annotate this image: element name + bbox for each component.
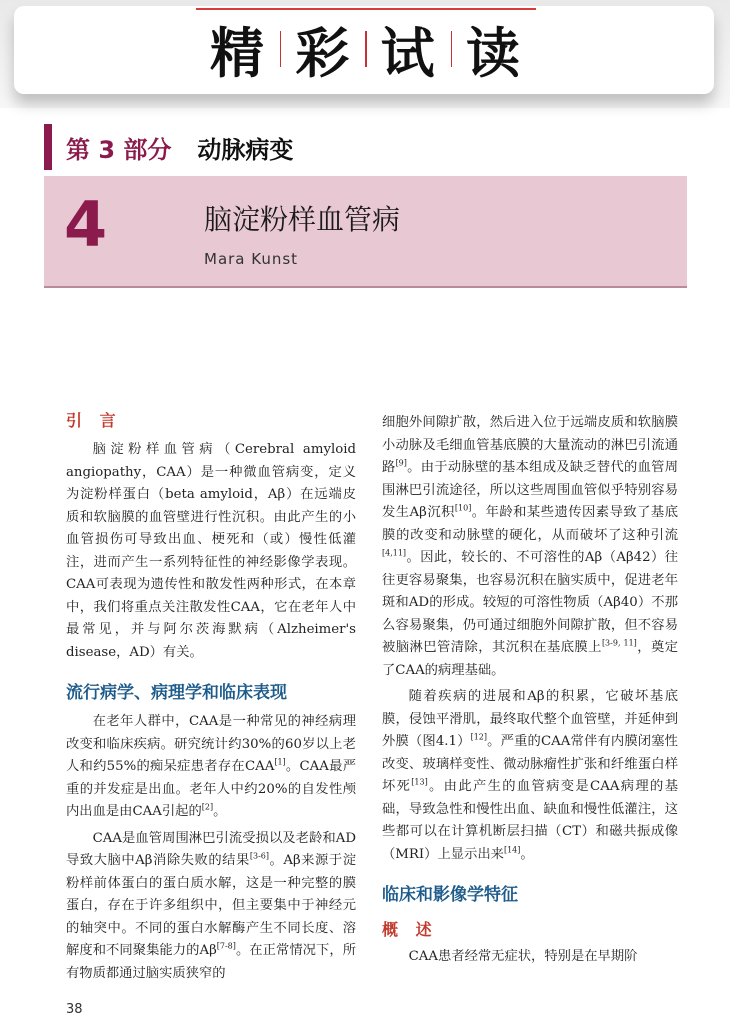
progression-paragraph — [382, 686, 678, 866]
part-marker — [44, 124, 52, 170]
part-header — [44, 124, 293, 170]
text-segment: 。严重的CAA常伴有内膜闭塞性改变、玻璃样变性、微动脉瘤性扩张和纤维蛋白样坏死 — [382, 734, 678, 794]
banner-char-2: 彩 — [295, 21, 352, 85]
banner-char-4: 读 — [465, 21, 522, 85]
citation: [7-8] — [216, 941, 236, 951]
continued-paragraph — [382, 412, 678, 682]
citation: [2] — [201, 802, 214, 812]
left-column — [66, 408, 356, 985]
intro-paragraph: 脑淀粉样血管病（Cerebral amyloid angiopathy，CAA）是一种微血管病变，定义为淀粉样蛋白（beta amyloid，Aβ）在远端皮质和软脑膜的血管壁进行性沉积。由此产生的小血管损伤可导致出血、梗死和（或）慢性低灌注，进而产生一系列特征性的神经影像学表现。CAA可表现为遗传性和散发性两种形式，在本章中，我们将重点关注散发性CAA，它在老年人中最常见，并与阿尔茨海默病（Alzheimer's disease，AD）有关。 — [66, 442, 356, 660]
part-number: 第 3 部分 — [66, 135, 172, 164]
epidemiology-paragraph-2 — [66, 828, 356, 986]
epidemiology-paragraph-1 — [66, 711, 356, 824]
text-segment: 。 — [213, 804, 227, 819]
text-segment: 在老年人群中，CAA是一种常见的神经病理改变和临床疾病。研究统计约30%的60岁以上老人和约55%的痴呆症患者存在CAA — [66, 714, 356, 774]
citation: [9] — [395, 458, 407, 468]
clinical-imaging-heading: 临床和影像学特征 — [382, 885, 518, 905]
text-segment: 。由于动脉壁的基本组成及缺乏替代的血管周围淋巴引流途径，所以这些周围血管似乎特别容易发生Aβ沉积 — [382, 460, 679, 520]
citation: [12] — [470, 732, 487, 742]
text-segment: 。由此产生的血管病变是CAA病理的基础，导致急性和慢性出血、缺血和慢性低灌注，这些都可以在计算机断层扫描（CT）和磁共振成像（MRI）上显示出来 — [382, 779, 678, 862]
citation: [3-6] — [249, 851, 269, 861]
citation: [10] — [454, 503, 472, 513]
citation: [3-9, 11] — [601, 638, 637, 648]
citation: [14] — [503, 845, 521, 855]
text-segment: 。年龄和某些遗传因素导致了基底膜的改变和动脉壁的硬化，从而破坏了这种引流 — [382, 505, 678, 543]
intro-heading: 引 言 — [66, 411, 122, 430]
banner-char-3: 试 — [380, 21, 437, 85]
text-segment: 。在正常情况下，所有物质都通过脑实质狭窄的 — [66, 943, 357, 981]
top-banner — [0, 0, 730, 108]
text-segment: CAA是血管周围淋巴引流受损以及老龄和AD导致大脑中Aβ消除失败的结果 — [66, 830, 356, 868]
citation: [1] — [274, 757, 286, 767]
overview-heading: 概 述 — [382, 920, 438, 939]
text-segment: 。CAA最严重的并发症是出血。老年人中约20%的自发性颅内出血是由CAA引起的 — [66, 759, 356, 819]
chapter-title: 脑淀粉样血管病 — [204, 203, 401, 236]
part-title: 动脉病变 — [197, 135, 294, 164]
epidemiology-heading: 流行病学、病理学和临床表现 — [66, 683, 287, 703]
page-number: 38 — [66, 1002, 83, 1017]
citation: [4,11] — [382, 548, 407, 558]
text-segment: 随着疾病的进展和Aβ的积累，它破坏基底膜，侵蚀平滑肌，最终取代整个血管壁，并延伸到外膜（图4.1） — [382, 689, 678, 749]
text-segment: 。 — [520, 846, 534, 862]
text-segment: ，奠定了CAA的病理基础。 — [382, 640, 679, 678]
chapter-header — [44, 176, 687, 288]
banner-char-1: 精 — [210, 21, 266, 85]
overview-paragraph: CAA患者经常无症状，特别是在早期阶 — [408, 949, 638, 964]
right-column — [382, 412, 678, 969]
text-segment: 。因此，较长的、不可溶性的Aβ（Aβ42）往往更容易聚集，也容易沉积在脑实质中，促进老年斑和AD的形成。较短的可溶性物质（Aβ40）不那么容易聚集，仍可通过细胞外间隙扩散，但不容易被脑淋巴管清除，其沉积在基底膜上 — [382, 550, 678, 655]
chapter-number: 4 — [64, 188, 108, 261]
citation: [13] — [411, 777, 428, 787]
text-segment: 细胞外间隙扩散，然后进入位于远端皮质和软脑膜小动脉及毛细血管基底膜的大量流动的淋巴引流通路 — [382, 415, 678, 475]
text-segment: 。Aβ来源于淀粉样前体蛋白的蛋白质水解，这是一种完整的膜蛋白，存在于许多组织中，但主要集中于神经元的轴突中。不同的蛋白水解酶产生不同长度、溶解度和不同聚集能力的Aβ — [66, 853, 356, 958]
banner-title — [196, 14, 536, 84]
chapter-author: Mara Kunst — [204, 250, 299, 268]
